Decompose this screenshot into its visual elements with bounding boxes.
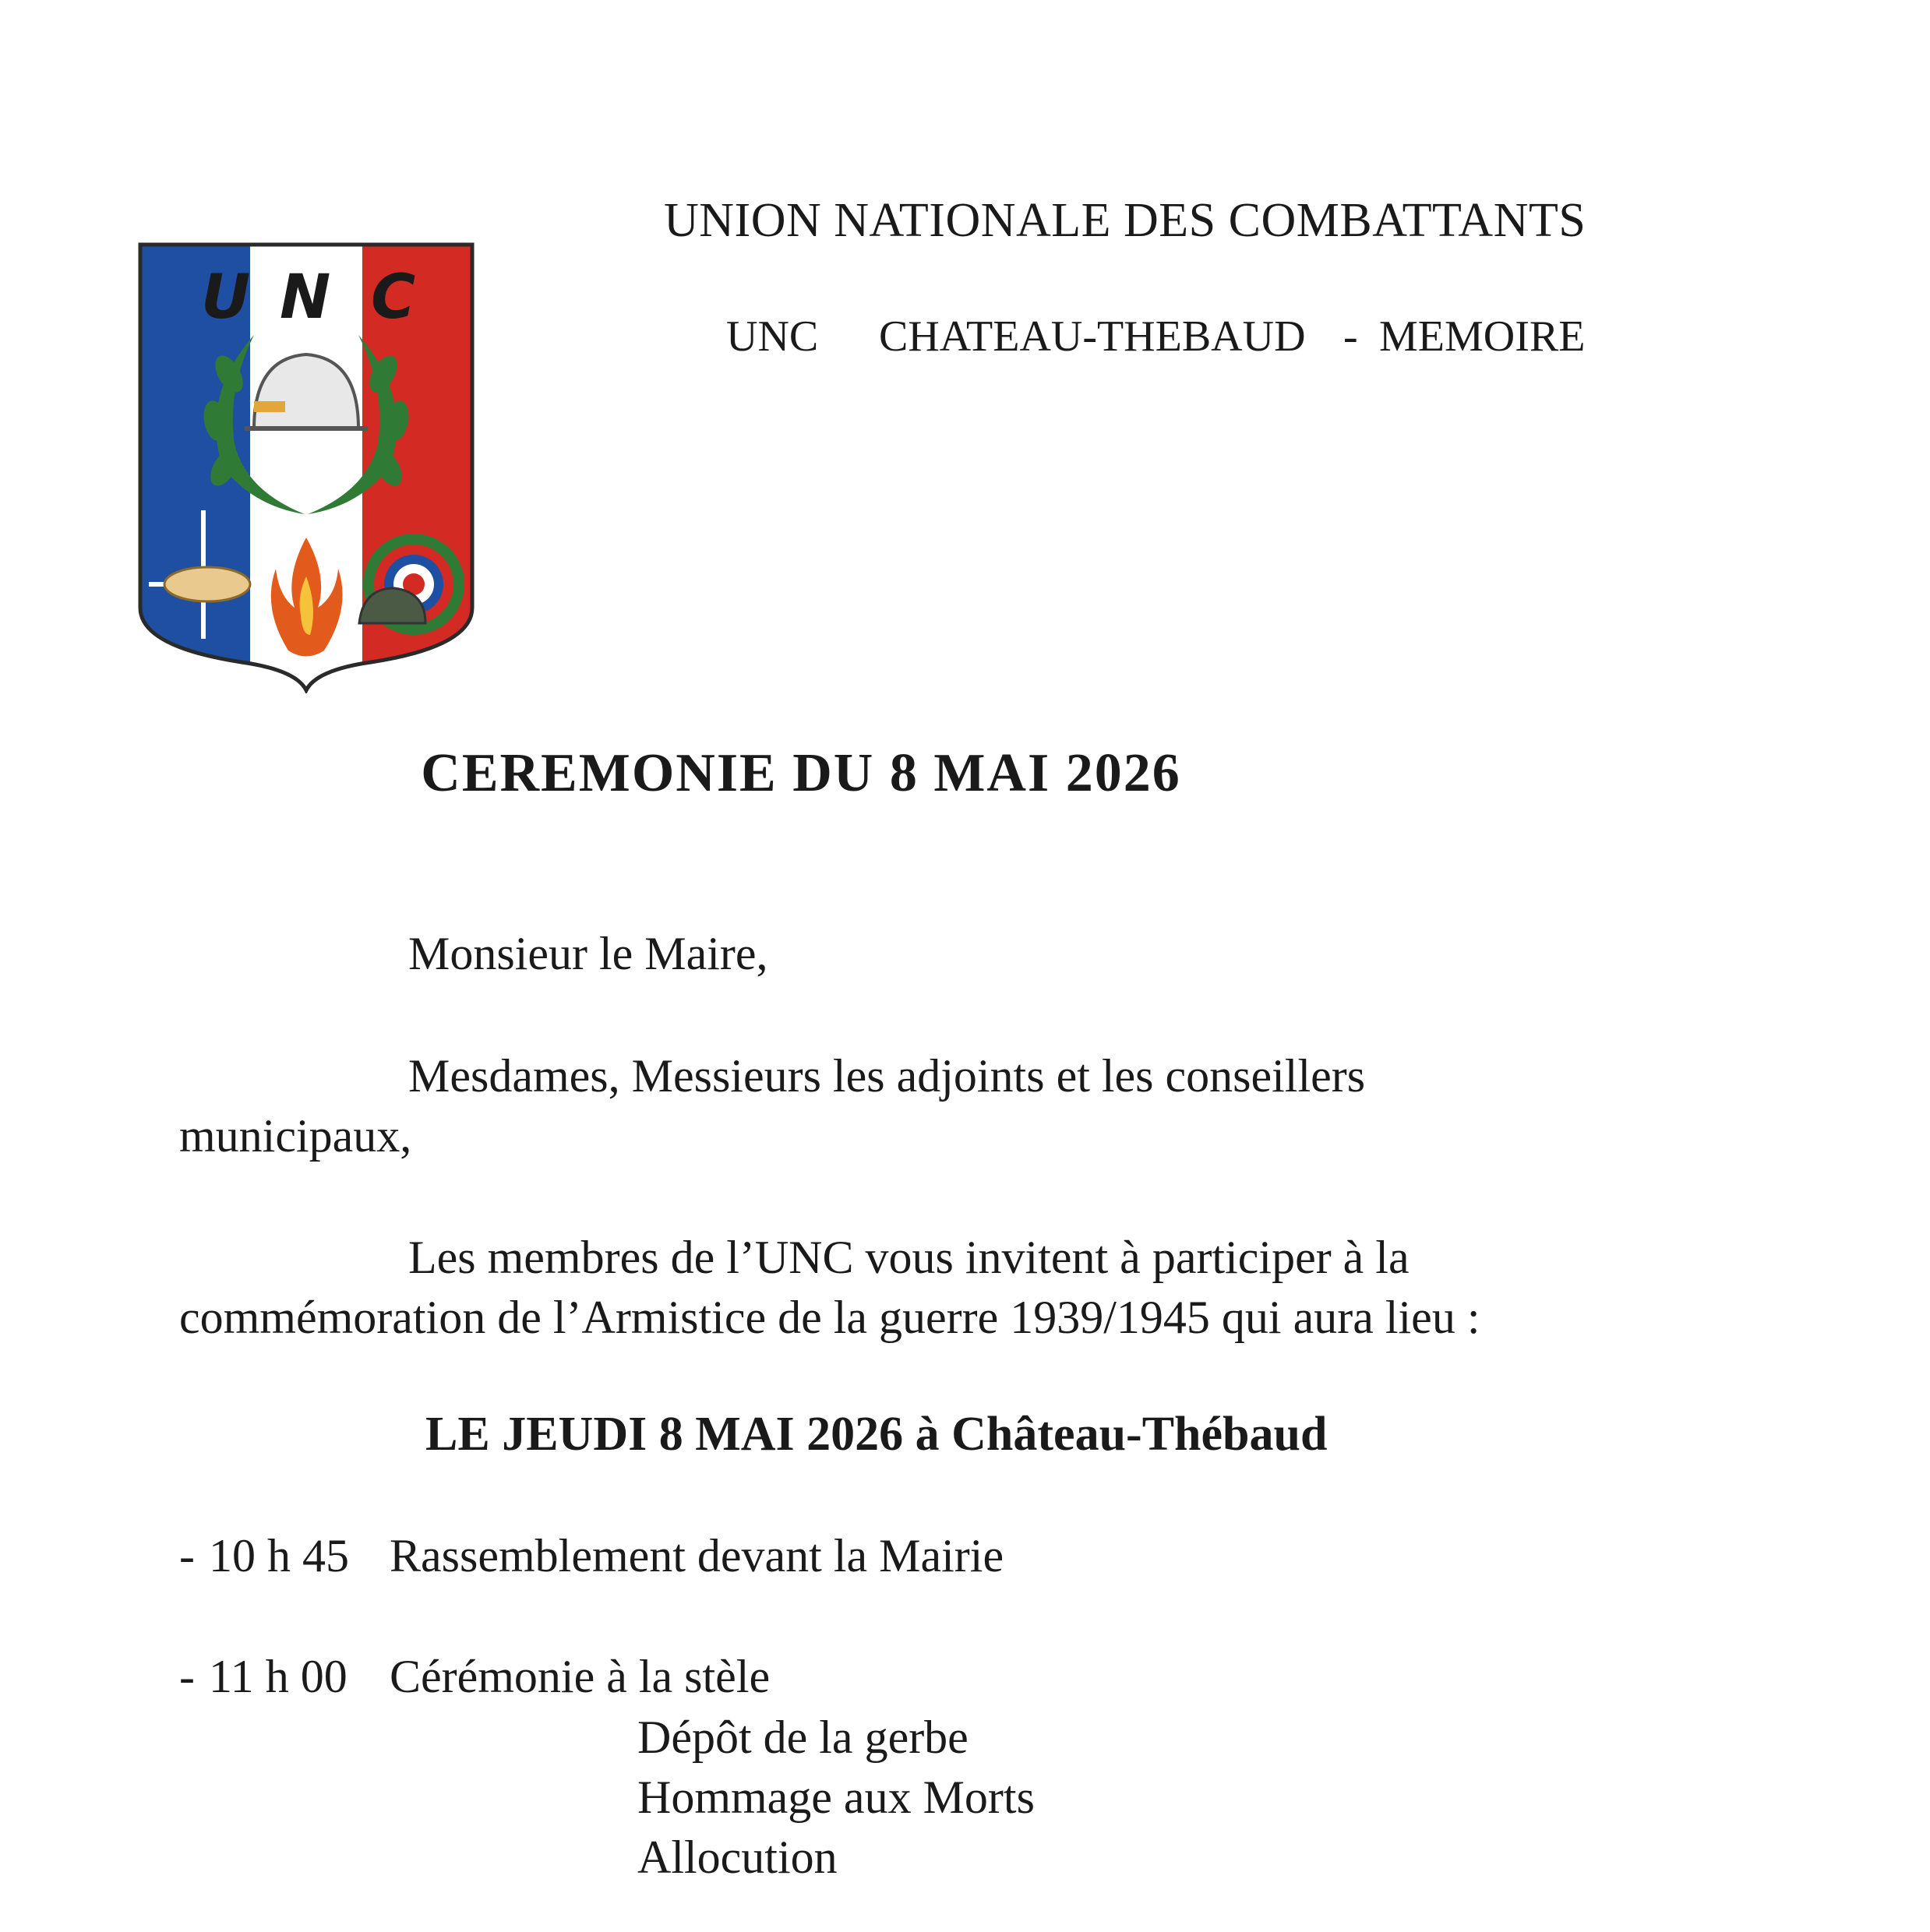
header-location: CHATEAU-THEBAUD — [879, 312, 1306, 361]
page-title: CEREMONIE DU 8 MAI 2026 — [421, 743, 1181, 803]
ceremony-detail: Allocution — [637, 1832, 838, 1883]
header-unc: UNC — [726, 312, 819, 361]
invitation-line1: Les membres de l’UNC vous invitent à participer à la — [408, 1232, 1410, 1283]
schedule-label: Rassemblement devant la Mairie — [390, 1530, 1004, 1581]
schedule-dash: - — [179, 1651, 195, 1702]
schedule-time: 10 h 45 — [209, 1530, 349, 1581]
logo-letter-u: U — [201, 263, 251, 333]
salutation-council-line2: municipaux, — [179, 1110, 412, 1162]
logo-letter-c: C — [371, 263, 416, 333]
ceremony-detail: Hommage aux Morts — [637, 1772, 1035, 1823]
salutation-council-line1: Mesdames, Messieurs les adjoints et les conseillers — [408, 1050, 1366, 1102]
ceremony-detail: Dépôt de la gerbe — [637, 1712, 969, 1763]
header-memoire: MEMOIRE — [1379, 312, 1586, 361]
schedule-time: 11 h 00 — [209, 1651, 348, 1702]
schedule-label: Cérémonie à la stèle — [390, 1651, 771, 1702]
unc-logo-shield-icon — [137, 242, 475, 693]
event-date-location: LE JEUDI 8 MAI 2026 à Château-Thébaud — [425, 1408, 1328, 1461]
header-separator: - — [1343, 312, 1358, 361]
salutation-mayor: Monsieur le Maire, — [408, 928, 768, 979]
invitation-line2: commémoration de l’Armistice de la guerre 1939/1945 qui aura lieu : — [179, 1292, 1480, 1343]
schedule-dash: - — [179, 1530, 195, 1581]
organization-name: UNION NATIONALE DES COMBATTANTS — [664, 194, 1586, 247]
logo-letter-n: N — [280, 263, 331, 333]
